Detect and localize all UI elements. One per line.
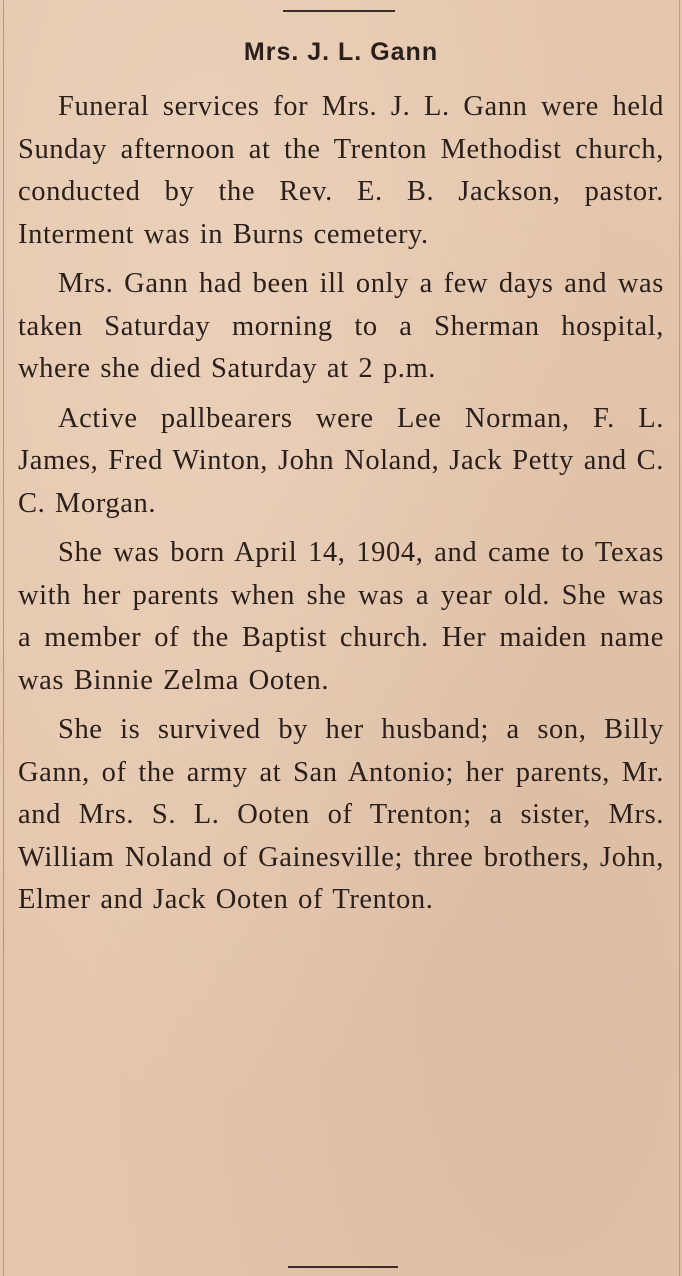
obituary-body xyxy=(18,86,664,929)
paragraph-pallbearers: Active pallbearers were Lee Norman, F. L. James, Fred Winton, John Noland, Jack Petty and C. C. Morgan. xyxy=(18,402,664,519)
paragraph-illness: Mrs. Gann had been ill only a few days and was taken Saturday morning to a Sherman hospital, where she died Saturday at 2 p.m. xyxy=(18,268,664,384)
bottom-divider-rule xyxy=(288,1266,398,1268)
paragraph-funeral-services: Funeral services for Mrs. J. L. Gann were held Sunday afternoon at the Trenton Methodist church, conducted by the Rev. E. B. Jackson, pastor. Interment was in Burns cemetery. xyxy=(18,91,664,250)
paragraph-biography: She was born April 14, 1904, and came to Texas with her parents when she was a year old. She was a member of the Baptist church. Her maiden name was Binnie Zelma Ooten. xyxy=(18,537,664,696)
obituary-headline: Mrs. J. L. Gann xyxy=(243,38,439,66)
top-divider-rule xyxy=(283,10,395,12)
column-left-border xyxy=(3,0,4,1276)
paragraph-survivors: She is survived by her husband; a son, Billy Gann, of the army at San Antonio; her parents, Mr. and Mrs. S. L. Ooten of Trenton; a sister, Mrs. William Noland of Gainesville; three brothers, John, Elmer and Jack Ooten of Trenton. xyxy=(18,714,664,915)
column-right-border xyxy=(679,0,680,1276)
